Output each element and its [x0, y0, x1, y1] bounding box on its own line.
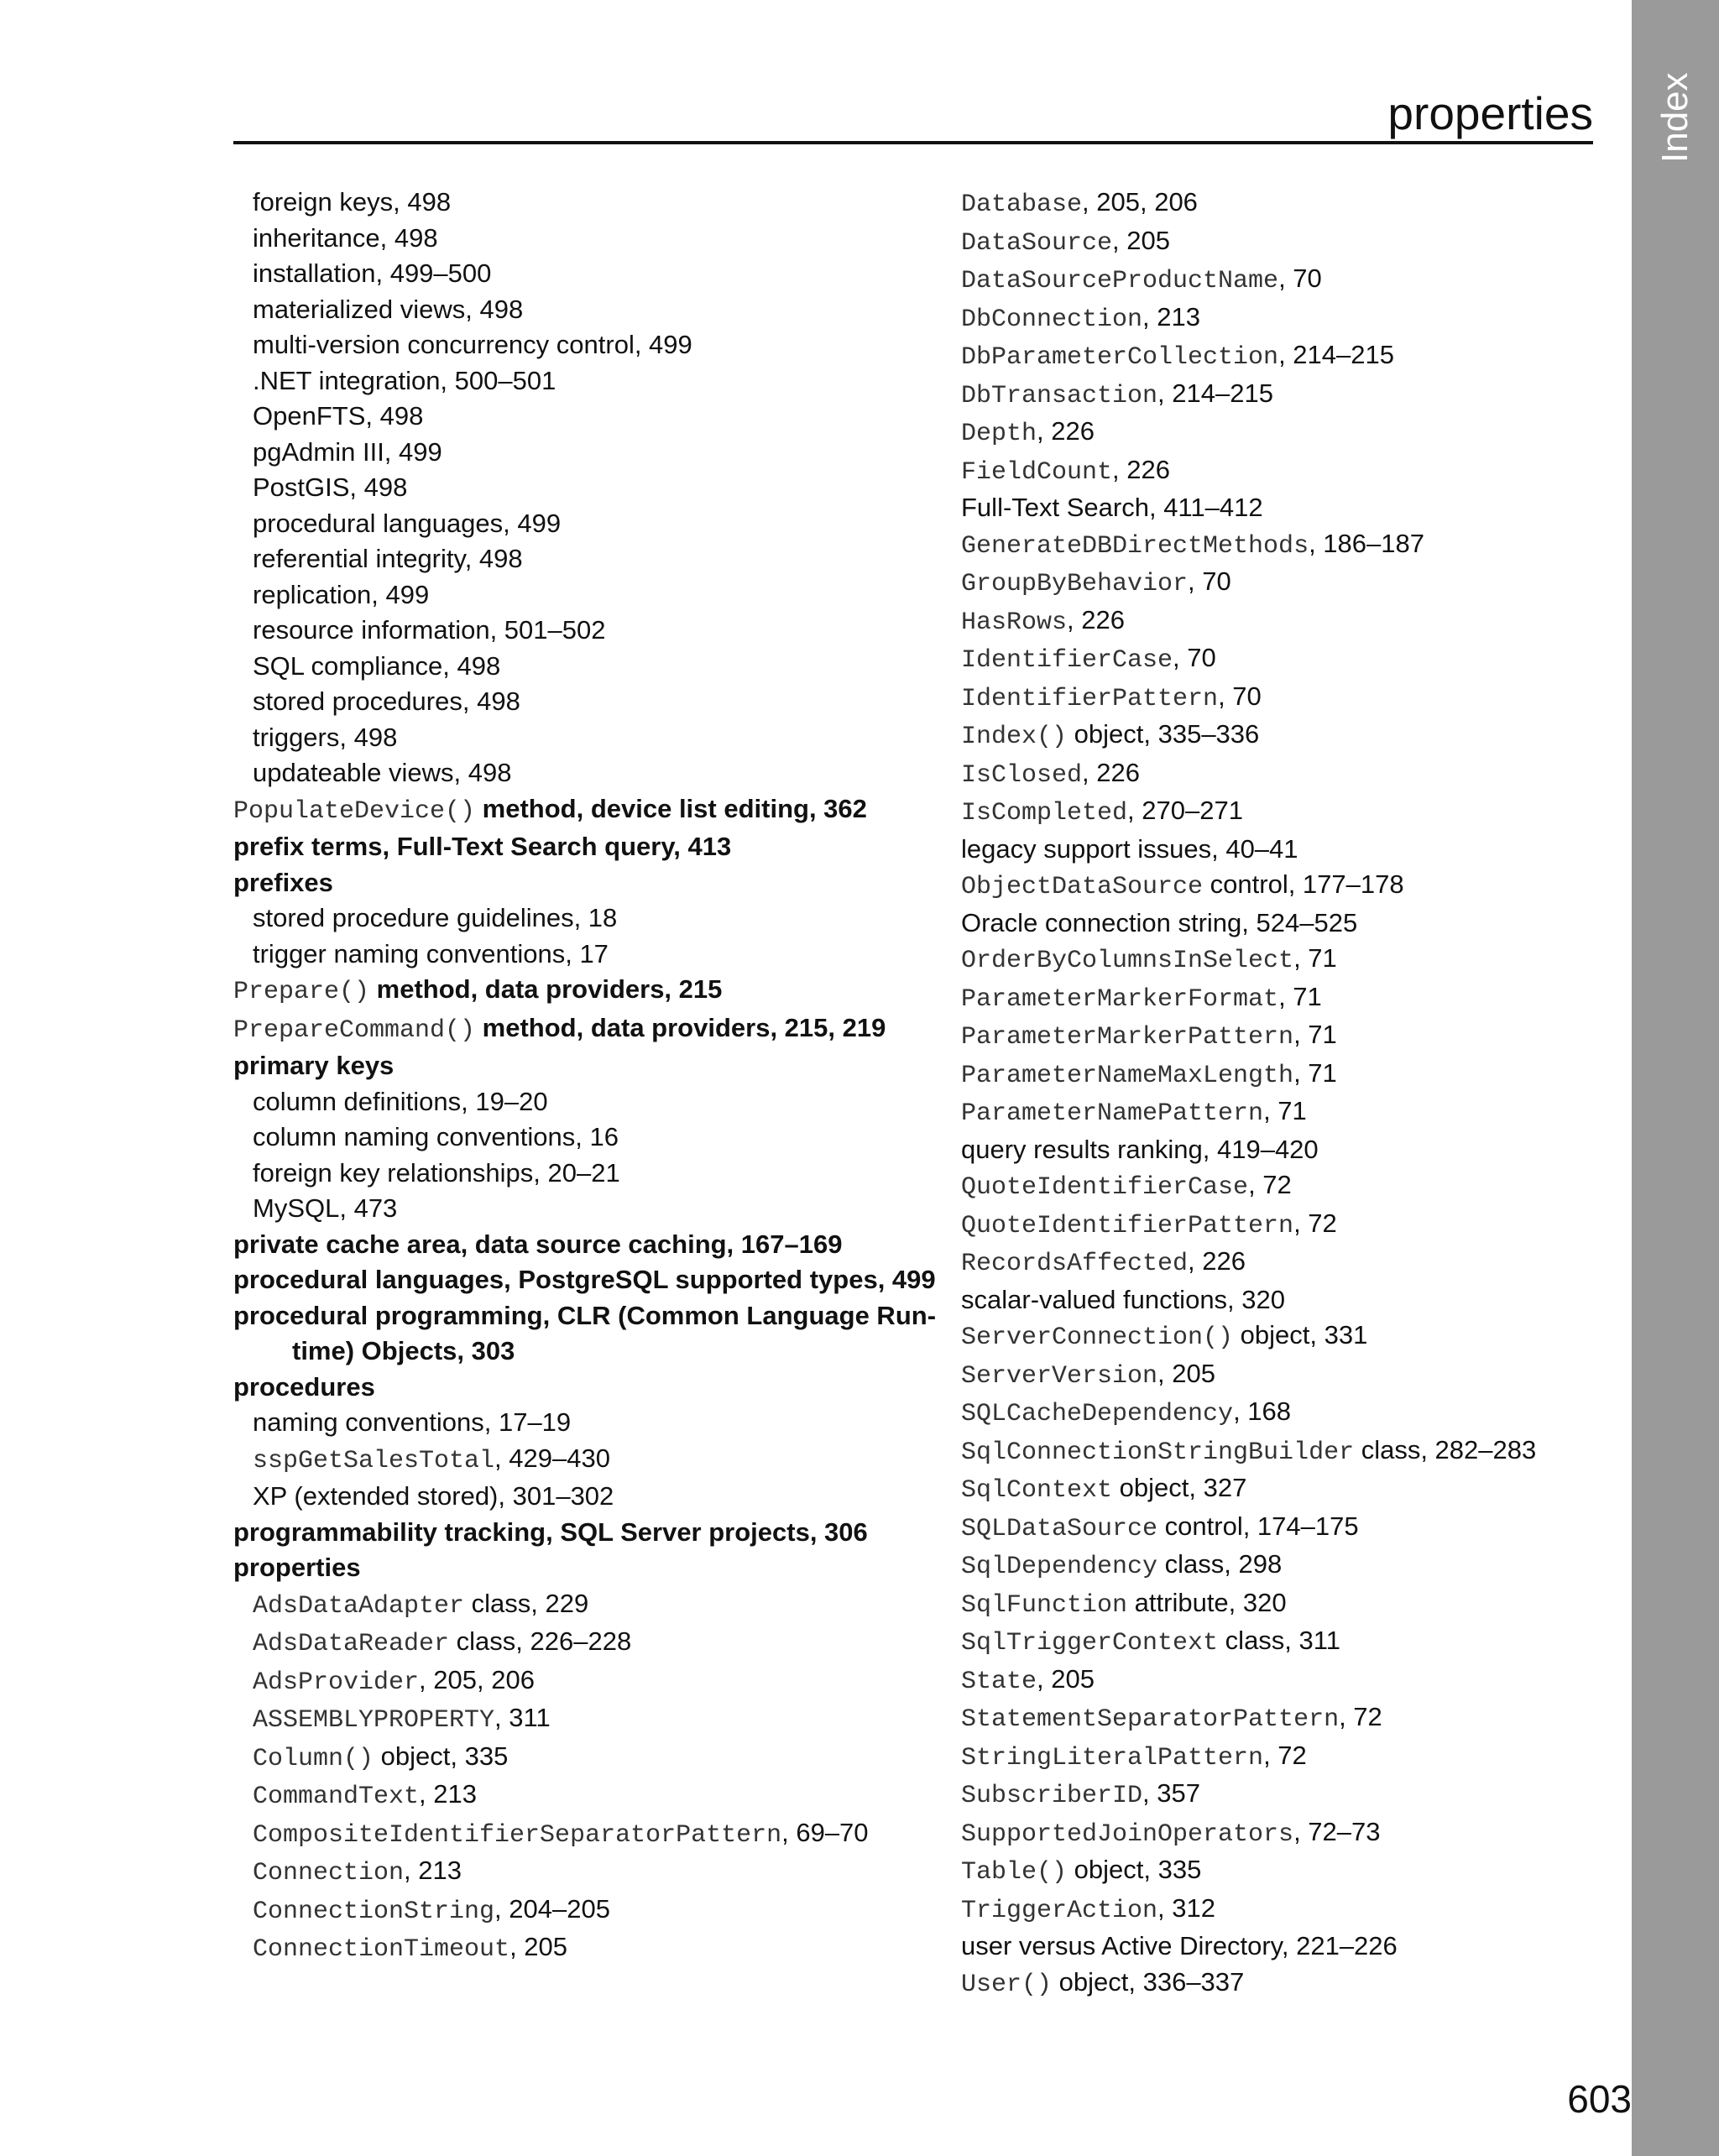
index-subentry — [233, 1624, 888, 1663]
entry-text: procedural languages, PostgreSQL supported types, 499 — [233, 1265, 936, 1294]
entry-text: method, device list editing, 362 — [475, 793, 867, 823]
code-term: SqlContext — [961, 1476, 1113, 1505]
code-term: IsCompleted — [961, 799, 1128, 827]
index-subentry — [961, 717, 1599, 755]
entry-text: , 72 — [1293, 1208, 1337, 1238]
code-term: StatementSeparatorPattern — [961, 1705, 1340, 1734]
code-term: Depth — [961, 420, 1037, 448]
entry-text: , 70 — [1218, 681, 1262, 711]
entry-text: , 226 — [1067, 604, 1125, 634]
code-term: DataSource — [961, 228, 1113, 258]
entry-text: multi-version concurrency control, 499 — [253, 330, 692, 359]
entry-text: , 213 — [1142, 301, 1200, 331]
index-subentry — [961, 1433, 1599, 1471]
code-term: CommandText — [253, 1783, 420, 1811]
code-term: SqlFunction — [961, 1590, 1128, 1620]
index-subentry — [961, 640, 1599, 679]
index-subentry — [961, 300, 1599, 338]
code-term: ServerVersion — [961, 1361, 1158, 1391]
index-subentry — [961, 1509, 1599, 1548]
index-main-entry — [233, 1048, 888, 1084]
code-term: ParameterNameMaxLength — [961, 1061, 1294, 1090]
code-term: DbConnection — [961, 305, 1143, 334]
index-subentry — [233, 1084, 888, 1120]
entry-text: , 205, 206 — [1082, 187, 1198, 217]
code-term: Prepare() — [233, 978, 370, 1006]
code-term: Table() — [961, 1858, 1068, 1887]
entry-text: MySQL, 473 — [253, 1193, 398, 1223]
index-subentry — [961, 337, 1599, 376]
index-subentry — [961, 1547, 1599, 1585]
entry-text: Full-Text Search, 411–412 — [961, 493, 1263, 522]
entry-text: , 357 — [1142, 1778, 1200, 1808]
index-subentry — [961, 603, 1599, 641]
index-subentry — [233, 1739, 888, 1778]
entry-text: object, 335 — [374, 1741, 509, 1771]
code-term: ParameterMarkerPattern — [961, 1023, 1294, 1052]
entry-text: time) Objects, 303 — [292, 1336, 515, 1365]
index-tab-label — [1643, 72, 1707, 163]
index-subentry — [233, 1405, 888, 1441]
entry-text: primary keys — [233, 1051, 394, 1080]
index-subentry — [233, 901, 888, 937]
page-number: 603 — [1567, 2077, 1632, 2121]
index-subentry — [233, 1663, 888, 1701]
entry-text: trigger naming conventions, 17 — [253, 938, 609, 968]
entry-text: , 213 — [404, 1856, 462, 1885]
index-subentry — [961, 793, 1599, 832]
index-subentry — [961, 414, 1599, 452]
index-subentry — [961, 832, 1599, 868]
entry-text: , 429–430 — [494, 1443, 610, 1473]
index-main-entry — [233, 865, 888, 901]
index-subentry — [961, 1056, 1599, 1094]
code-term: AdsProvider — [253, 1668, 420, 1697]
index-main-entry — [233, 1262, 936, 1298]
entry-text: control, 174–175 — [1157, 1511, 1359, 1541]
entry-text: , 226 — [1037, 416, 1095, 446]
entry-text: , 71 — [1293, 943, 1337, 973]
index-subentry — [961, 490, 1599, 526]
code-term: IdentifierCase — [961, 646, 1173, 675]
code-term: SQLCacheDependency — [961, 1400, 1234, 1428]
entry-text: , 71 — [1278, 981, 1322, 1011]
entry-text: SQL compliance, 498 — [253, 650, 501, 681]
entry-text: query results ranking, 419–420 — [961, 1134, 1319, 1164]
index-subentry — [233, 1892, 888, 1930]
entry-text: prefix terms, Full-Text Search query, 413 — [233, 832, 732, 861]
index-main-entry — [233, 1370, 888, 1406]
entry-text: class, 226–228 — [449, 1626, 632, 1656]
code-term: Column() — [253, 1744, 374, 1773]
code-term: Index() — [961, 723, 1068, 751]
index-subentry — [233, 1120, 888, 1156]
index-subentry — [233, 613, 888, 649]
code-term: ParameterNamePattern — [961, 1099, 1264, 1128]
index-subentry — [961, 1244, 1599, 1282]
index-subentry — [233, 256, 888, 292]
index-subentry — [961, 1738, 1599, 1777]
index-subentry — [233, 506, 888, 542]
index-tab-text: Index — [1654, 72, 1695, 163]
code-term: ASSEMBLYPROPERTY — [253, 1706, 495, 1735]
index-main-entry — [233, 791, 888, 830]
code-term: ConnectionTimeout — [253, 1935, 510, 1964]
entry-text: replication, 499 — [253, 579, 430, 609]
entry-text: , 213 — [419, 1779, 477, 1809]
entry-text: Oracle connection string, 524–525 — [961, 907, 1358, 937]
entry-text: object, 331 — [1233, 1320, 1368, 1349]
index-subentry — [961, 1356, 1599, 1395]
code-term: User() — [961, 1970, 1053, 1999]
entry-text: , 70 — [1278, 264, 1322, 293]
index-subentry — [961, 261, 1599, 300]
code-term: QuoteIdentifierCase — [961, 1173, 1249, 1202]
entry-text: , 71 — [1293, 1020, 1337, 1049]
entry-text: user versus Active Directory, 221–226 — [961, 1931, 1398, 1960]
entry-text: , 312 — [1157, 1892, 1215, 1923]
index-subentry — [961, 867, 1599, 906]
code-term: sspGetSalesTotal — [253, 1446, 495, 1475]
code-term: SupportedJoinOperators — [961, 1819, 1294, 1849]
index-subentry — [961, 1929, 1599, 1965]
code-term: QuoteIdentifierPattern — [961, 1211, 1294, 1240]
index-main-entry — [233, 829, 888, 865]
index-main-entry — [233, 1550, 888, 1586]
code-term: RecordsAffected — [961, 1250, 1189, 1278]
entry-text: class, 229 — [464, 1588, 589, 1618]
entry-text: , 214–215 — [1278, 340, 1394, 369]
entry-text: naming conventions, 17–19 — [253, 1407, 572, 1437]
entry-text: method, data providers, 215, 219 — [475, 1012, 886, 1042]
entry-text: , 205 — [509, 1932, 568, 1961]
entry-text: , 226 — [1082, 757, 1140, 787]
index-tab-strip — [1632, 0, 1719, 2156]
index-subentry — [233, 1479, 888, 1515]
index-subentry — [233, 470, 888, 506]
entry-text: .NET integration, 500–501 — [253, 365, 556, 395]
entry-text: OpenFTS, 498 — [253, 401, 424, 431]
code-term: SubscriberID — [961, 1782, 1143, 1810]
entry-text: , 226 — [1112, 454, 1170, 484]
index-main-entry — [233, 1010, 888, 1049]
entry-text: , 70 — [1173, 643, 1216, 672]
index-main-entry — [233, 1227, 888, 1263]
code-term: GroupByBehavior — [961, 570, 1189, 598]
entry-text: private cache area, data source caching, 167–169 — [233, 1229, 843, 1259]
entry-text: control, 177–178 — [1203, 869, 1404, 899]
entry-text: , 311 — [494, 1703, 551, 1732]
entry-text: PostGIS, 498 — [253, 472, 408, 502]
entry-text: class, 311 — [1218, 1626, 1340, 1655]
code-term: IdentifierPattern — [961, 684, 1219, 713]
entry-text: , 205 — [1037, 1663, 1095, 1694]
code-term: AdsDataAdapter — [253, 1591, 465, 1621]
index-subentry — [961, 526, 1599, 565]
entry-text: , 71 — [1263, 1096, 1307, 1125]
index-subentry — [233, 1156, 888, 1192]
index-subentry — [961, 1282, 1599, 1318]
entry-text: XP (extended stored), 301–302 — [253, 1481, 614, 1511]
index-subentry — [233, 755, 888, 791]
entry-text: procedural programming, CLR (Common Language Run- — [233, 1300, 937, 1330]
header-rule — [233, 141, 1593, 144]
code-term: FieldCount — [961, 457, 1113, 487]
index-subentry — [233, 185, 888, 221]
code-term: Connection — [253, 1859, 405, 1887]
code-term: PrepareCommand() — [233, 1015, 476, 1045]
entry-text: stored procedure guidelines, 18 — [253, 903, 618, 932]
page-number-box — [1506, 2065, 1632, 2156]
index-subentry — [961, 376, 1599, 415]
index-subentry — [961, 1965, 1599, 2003]
code-term: AdsDataReader — [253, 1630, 450, 1658]
entry-text: , 72 — [1263, 1740, 1307, 1770]
entry-text: attribute, 320 — [1127, 1587, 1287, 1617]
index-subentry — [961, 564, 1599, 603]
index-subentry — [961, 452, 1599, 491]
entry-text: scalar-valued functions, 320 — [961, 1284, 1286, 1314]
entry-text: materialized views, 498 — [253, 294, 524, 324]
entry-text: programmability tracking, SQL Server projects, 306 — [233, 1517, 868, 1547]
index-subentry — [961, 979, 1599, 1018]
index-subentry — [961, 1094, 1599, 1132]
entry-text: foreign key relationships, 20–21 — [253, 1157, 620, 1188]
index-subentry — [233, 327, 888, 363]
index-subentry — [233, 649, 888, 685]
index-subentry — [961, 679, 1599, 718]
index-subentry — [961, 1662, 1599, 1700]
code-term: ServerConnection() — [961, 1323, 1234, 1352]
entry-text: referential integrity, 498 — [253, 544, 523, 573]
entry-text: , 205 — [1112, 225, 1170, 255]
entry-text: column definitions, 19–20 — [253, 1086, 548, 1116]
code-term: TriggerAction — [961, 1896, 1158, 1925]
index-subentry — [233, 1441, 888, 1480]
index-main-entry — [233, 972, 888, 1010]
entry-text: stored procedures, 498 — [253, 686, 520, 716]
index-subentry — [961, 1852, 1599, 1891]
entry-text: properties — [233, 1553, 361, 1582]
code-term: ObjectDataSource — [961, 873, 1204, 901]
entry-text: , 69–70 — [781, 1817, 869, 1847]
index-subentry — [233, 1777, 888, 1815]
index-subentry — [233, 292, 888, 328]
index-subentry — [233, 363, 888, 399]
index-subentry — [233, 1929, 888, 1968]
index-main-entry — [233, 1334, 888, 1370]
code-term: DbTransaction — [961, 381, 1158, 410]
entry-text: , 168 — [1233, 1396, 1292, 1426]
entry-text: , 72 — [1248, 1170, 1292, 1199]
entry-text: inheritance, 498 — [253, 222, 438, 253]
index-subentry — [233, 1853, 888, 1892]
code-term: SqlConnectionStringBuilder — [961, 1438, 1355, 1467]
index-subentry — [233, 684, 888, 720]
entry-text: triggers, 498 — [253, 722, 398, 752]
code-term: State — [961, 1667, 1037, 1696]
code-term: CompositeIdentifierSeparatorPattern — [253, 1820, 782, 1850]
entry-text: pgAdmin III, 499 — [253, 436, 442, 467]
entry-text: method, data providers, 215 — [369, 974, 723, 1004]
index-subentry — [961, 941, 1599, 979]
entry-text: , 205, 206 — [419, 1664, 535, 1694]
entry-text: , 72–73 — [1293, 1816, 1381, 1846]
code-term: GenerateDBDirectMethods — [961, 531, 1309, 561]
entry-text: foreign keys, 498 — [253, 187, 452, 217]
entry-text: , 70 — [1188, 566, 1231, 596]
entry-text: legacy support issues, 40–41 — [961, 833, 1298, 864]
entry-text: object, 327 — [1112, 1473, 1247, 1502]
entry-text: procedural languages, 499 — [253, 508, 562, 538]
index-main-entry — [233, 1515, 888, 1551]
code-term: IsClosed — [961, 760, 1083, 790]
index-subentry — [961, 1585, 1599, 1624]
index-subentry — [961, 1891, 1599, 1929]
entry-text: object, 336–337 — [1052, 1966, 1245, 1997]
code-term: OrderByColumnsInSelect — [961, 947, 1294, 975]
entry-text: class, 298 — [1157, 1549, 1283, 1579]
index-subentry — [233, 1700, 888, 1739]
index-column-left — [233, 185, 937, 1968]
code-term: Database — [961, 191, 1083, 219]
index-column-right — [961, 185, 1599, 2002]
entry-text: class, 282–283 — [1354, 1434, 1537, 1464]
entry-text: , 205 — [1157, 1358, 1215, 1388]
index-subentry — [961, 223, 1599, 262]
index-main-entry — [233, 1298, 937, 1334]
running-head: properties — [1387, 87, 1593, 139]
index-subentry — [233, 937, 888, 973]
index-subentry — [233, 399, 888, 435]
entry-text: , 226 — [1188, 1246, 1246, 1276]
index-subentry — [961, 1318, 1599, 1356]
code-term: ParameterMarkerFormat — [961, 984, 1279, 1014]
code-term: DbParameterCollection — [961, 343, 1279, 372]
index-subentry — [961, 1394, 1599, 1433]
index-subentry — [961, 1470, 1599, 1509]
entry-text: , 214–215 — [1157, 378, 1273, 408]
entry-text: procedures — [233, 1371, 375, 1402]
entry-text: , 186–187 — [1309, 528, 1424, 558]
entry-text: object, 335–336 — [1067, 719, 1260, 749]
index-subentry — [961, 185, 1599, 223]
code-term: SQLDataSource — [961, 1514, 1158, 1543]
index-subentry — [961, 1132, 1599, 1168]
index-subentry — [233, 1815, 888, 1854]
entry-text: , 270–271 — [1127, 796, 1243, 825]
index-subentry — [961, 1814, 1599, 1853]
index-subentry — [961, 755, 1599, 794]
index-subentry — [233, 1191, 888, 1227]
entry-text: , 204–205 — [494, 1893, 610, 1924]
index-subentry — [961, 1206, 1599, 1245]
entry-text: resource information, 501–502 — [253, 615, 606, 645]
code-term: DataSourceProductName — [961, 267, 1279, 295]
index-subentry — [961, 1017, 1599, 1056]
code-term: SqlDependency — [961, 1553, 1158, 1581]
entry-text: updateable views, 498 — [253, 758, 512, 787]
index-subentry — [233, 1586, 888, 1625]
entry-text: , 71 — [1293, 1057, 1337, 1088]
index-subentry — [233, 577, 888, 613]
index-subentry — [961, 1167, 1599, 1206]
entry-text: prefixes — [233, 867, 333, 897]
code-term: PopulateDevice() — [233, 796, 476, 826]
index-subentry — [961, 1699, 1599, 1738]
entry-text: object, 335 — [1067, 1855, 1202, 1884]
code-term: StringLiteralPattern — [961, 1743, 1264, 1772]
index-subentry — [961, 906, 1599, 942]
code-term: SqlTriggerContext — [961, 1629, 1219, 1657]
index-subentry — [233, 541, 888, 577]
entry-text: column naming conventions, 16 — [253, 1122, 619, 1151]
code-term: HasRows — [961, 608, 1068, 637]
code-term: ConnectionString — [253, 1897, 495, 1926]
index-subentry — [961, 1623, 1599, 1662]
index-subentry — [961, 1776, 1599, 1814]
entry-text: , 72 — [1339, 1702, 1382, 1731]
index-subentry — [233, 720, 888, 756]
index-subentry — [233, 221, 888, 257]
entry-text: installation, 499–500 — [253, 258, 492, 288]
index-subentry — [233, 435, 888, 471]
